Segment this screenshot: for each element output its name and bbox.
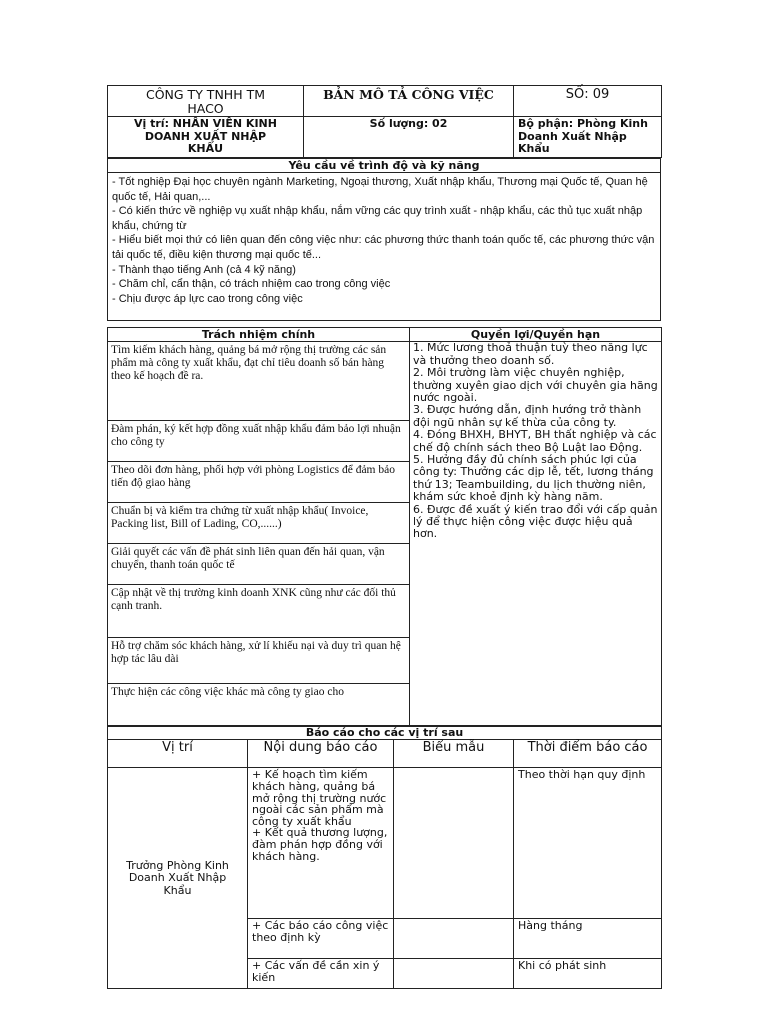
responsibility-item: Thực hiện các công việc khác mà công ty giao cho <box>111 686 344 699</box>
responsibility-item: Chuẩn bị và kiểm tra chứng từ xuất nhập khẩu( Invoice, Packing list, Bill of Lading, CO,......) <box>108 503 409 544</box>
right-item: 2. Môi trường làm việc chuyên nghiệp, thường xuyên giao dịch với chuyên gia hãng nước ngoài. <box>413 366 658 404</box>
responsibilities-rights-table <box>107 327 662 726</box>
report-form <box>394 919 514 959</box>
report-form <box>394 959 514 989</box>
responsibility-item: Cập nhật về thị trường kinh doanh XNK cũng như các đối thủ cạnh tranh. <box>108 585 409 638</box>
column-header-content: Nội dung báo cáo <box>248 740 394 768</box>
document-title: BẢN MÔ TẢ CÔNG VIỆC <box>304 86 514 117</box>
responsibilities-heading: Trách nhiệm chính <box>108 328 410 342</box>
requirements-list <box>108 173 661 321</box>
report-content: + Các báo cáo công việc theo định kỳ <box>248 919 394 959</box>
job-description-sheet <box>107 85 661 989</box>
right-item: 5. Hưởng đầy đủ chính sách phúc lợi của công ty: Thưởng các dịp lễ, tết, lương tháng thứ 13; Teambuilding, du lịch thường niên, khám sức khoẻ định kỳ hàng năm. <box>413 453 654 504</box>
requirement-item: - Tốt nghiệp Đại học chuyên ngành Marketing, Ngoại thương, Xuất nhập khẩu, Thương mại Quốc tế, Quan hệ quốc tế, Hải quan,... <box>112 176 648 203</box>
requirement-item: - Thành thạo tiếng Anh (cả 4 kỹ năng) <box>112 263 296 276</box>
header-table <box>107 85 662 158</box>
column-header-form: Biểu mẫu <box>394 740 514 768</box>
right-item: 6. Được đề xuất ý kiến trao đổi với cấp quản lý để thực hiện công việc được hiệu quả hơn. <box>413 502 658 541</box>
responsibility-item: Tìm kiếm khách hàng, quảng bá mở rộng thị trường các sản phẩm mà công ty xuất khẩu, đạt chỉ tiêu doanh số bán hàng theo kế hoạch đề ra. <box>108 342 409 421</box>
reports-heading: Báo cáo cho các vị trí sau <box>108 727 662 740</box>
responsibility-item: Theo dõi đơn hàng, phối hợp với phòng Logistics để đảm bảo tiến độ giao hàng <box>108 462 409 503</box>
responsibility-item: Đàm phán, ký kết hợp đồng xuất nhập khẩu đảm bảo lợi nhuận cho công ty <box>108 421 409 462</box>
rights-heading: Quyền lợi/Quyền hạn <box>410 328 662 342</box>
report-time: Khi có phát sinh <box>514 959 662 989</box>
right-item: 4. Đóng BHXH, BHYT, BH thất nghiệp và các chế độ chính sách theo Bộ Luật lao Động. <box>413 428 657 454</box>
report-time: Hàng tháng <box>514 919 662 959</box>
right-item: 1. Mức lương thoả thuận tuỳ theo năng lực và thưởng theo doanh số. <box>413 341 648 367</box>
requirements-heading: Yêu cầu về trình độ và kỹ năng <box>108 159 661 173</box>
company-name: CÔNG TY TNHH TM HACO <box>108 86 304 117</box>
responsibility-item: Hỗ trợ chăm sóc khách hàng, xử lí khiếu nại và duy trì quan hệ hợp tác lâu dài <box>108 638 409 684</box>
rights-list <box>410 342 662 726</box>
requirement-item: - Có kiến thức về nghiệp vụ xuất nhập khẩu, nắm vững các quy trình xuất - nhập khẩu, các thủ tục xuất nhập khẩu, chứng từ <box>112 205 643 232</box>
position-field: Vị trí: NHÂN VIÊN KINH DOANH XUẤT NHẬP KHẨU <box>108 117 304 158</box>
report-position: Trưởng Phòng Kinh Doanh Xuất Nhập Khẩu <box>108 768 248 989</box>
column-header-position: Vị trí <box>108 740 248 768</box>
column-header-time: Thời điểm báo cáo <box>514 740 662 768</box>
department-field: Bộ phận: Phòng Kinh Doanh Xuất Nhập Khẩu <box>514 117 662 158</box>
report-form <box>394 768 514 919</box>
requirement-item: - Chịu được áp lực cao trong công việc <box>112 292 303 305</box>
quantity-field: Số lượng: 02 <box>304 117 514 158</box>
document-number: SỐ: 09 <box>514 86 662 117</box>
report-content: + Các vấn đề cần xin ý kiến <box>248 959 394 989</box>
report-content: + Kế hoạch tìm kiếm khách hàng, quảng bá mở rộng thị trường nước ngoài các sản phẩm mà công ty xuất khẩu + Kết quả thương lượng, đàm phán hợp đồng với khách hàng. <box>248 768 394 919</box>
requirements-table <box>107 158 661 321</box>
right-item: 3. Được hướng dẫn, định hướng trở thành đội ngũ nhân sự kế thừa của công ty. <box>413 403 642 429</box>
report-time: Theo thời hạn quy định <box>514 768 662 919</box>
responsibility-item: Giải quyết các vấn đề phát sinh liên quan đến hải quan, vận chuyển, thanh toán quốc tế <box>108 544 409 585</box>
reports-table <box>107 726 662 989</box>
responsibilities-list <box>108 342 410 726</box>
requirement-item: - Chăm chỉ, cẩn thận, có trách nhiệm cao trong công việc <box>112 278 391 291</box>
requirement-item: - Hiểu biết mọi thứ có liên quan đến công việc như: các phương thức thanh toán quốc tế, các phương thức vận tải quốc tế, điều kiện thương mại quốc tế... <box>112 234 655 261</box>
